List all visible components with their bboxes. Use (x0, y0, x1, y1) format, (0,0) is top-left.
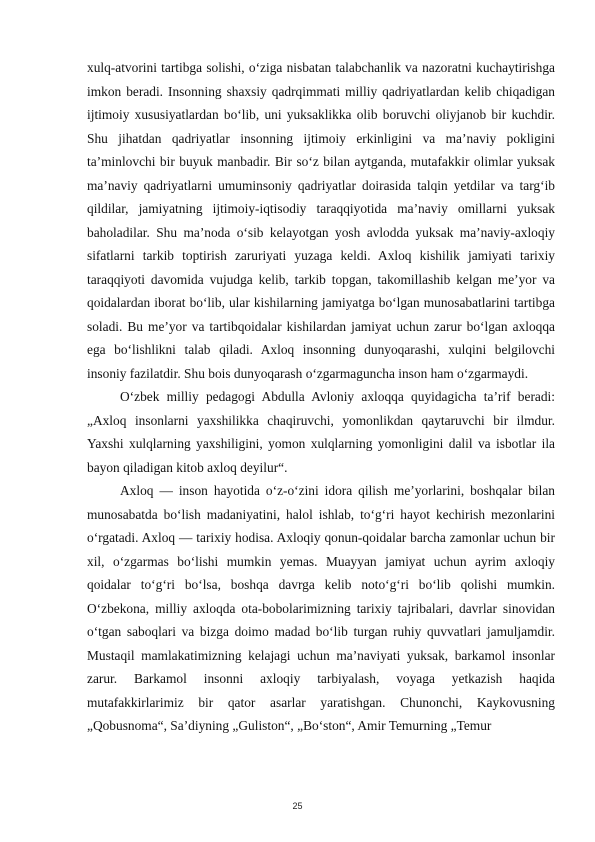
paragraph-avloniy-definition: O‘zbek milliy pedagogi Abdulla Avloniy axloqqa quyidagicha ta’rif beradi: „Axloq insonlarni yaxshilikka chaqiruvchi, yomonlikdan qaytaruvchi bir ilmdur. Yaxshi xulqlarning yaxshiligini, yomon xulqlarning yomonligini dalil va isbotlar ila bayon qiladigan kitob axloq deyilur“. (87, 389, 555, 475)
document-body (87, 56, 555, 738)
paragraph-continuation: xulq-atvorini tartibga solishi, o‘ziga nisbatan talabchanlik va nazoratni kuchaytirishga imkon beradi. Insonning shaxsiy qadrqimmati milliy qadriyatlardan kelib chiqadigan ijtimoiy xususiyatlardan bo‘lib, uni yuksaklikka olib boruvchi oliyjanob bir kuchdir. Shu jihatdan qadriyatlar insonning ijtimoiy erkinligini va ma’naviy pokligini ta’minlovchi bir buyuk manbadir. Bir so‘z bilan aytganda, mutafakkir olimlar yuksak ma’naviy qadriyatlarni umuminsoniy qadriyatlar doirasida talqin yetdilar va targ‘ib qildilar, jamiyatning ijtimoiy-iqtisodiy taraqqiyotida ma’naviy omillarni yuksak baholadilar. Shu ma’noda o‘sib kelayotgan yosh avlodda yuksak ma’naviy-axloqiy sifatlarni tarkib toptirish zaruriyati yuzaga keldi. Axloq kishilik jamiyati tarixiy taraqqiyoti davomida vujudga kelib, tarkib topgan, takomillashib kelgan me’yor va qoidalardan iborat bo‘lib, ular kishilarning jamiyatga bo‘lgan munosabatlarini tartibga soladi. Bu me’yor va tartibqoidalar kishilardan jamiyat uchun zarur bo‘lgan axloqqa ega bo‘lishlikni talab qiladi. Axloq insonning dunyoqarashi, xulqini belgilovchi insoniy fazilatdir. Shu bois dunyoqarash o‘zgarmaguncha inson ham o‘zgarmaydi. (87, 60, 555, 381)
page-number: 25 (292, 801, 303, 811)
paragraph-axloq-history: Axloq — inson hayotida o‘z-o‘zini idora qilish me’yorlarini, boshqalar bilan munosabatda bo‘lish madaniyatini, halol ishlab, to‘g‘ri hayot kechirish mezonlarini o‘rgatadi. Axloq — tarixiy hodisa. Axloqiy qonun-qoidalar barcha zamonlar uchun bir xil, o‘zgarmas bo‘lishi mumkin yemas. Muayyan jamiyat uchun ayrim axloqiy qoidalar to‘g‘ri bo‘lsa, boshqa davrga kelib noto‘g‘ri bo‘lib qolishi mumkin. O‘zbekona, milliy axloqda ota-bobolarimizning tarixiy tajribalari, davrlar sinovidan o‘tgan saboqlari va bizga doimo madad bo‘lib turgan ruhiy quvvatlari jamuljamdir. Mustaqil mamlakatimizning kelajagi uchun ma’naviyati yuksak, barkamol insonlar zarur. Barkamol insonni axloqiy tarbiyalash, voyaga yetkazish haqida mutafakkirlarimiz bir qator asarlar yaratishgan. Chunonchi, Kaykovusning „Qobusnoma“, Sa’diyning „Guliston“, „Bo‘ston“, Amir Temurning „Temur (87, 483, 555, 733)
